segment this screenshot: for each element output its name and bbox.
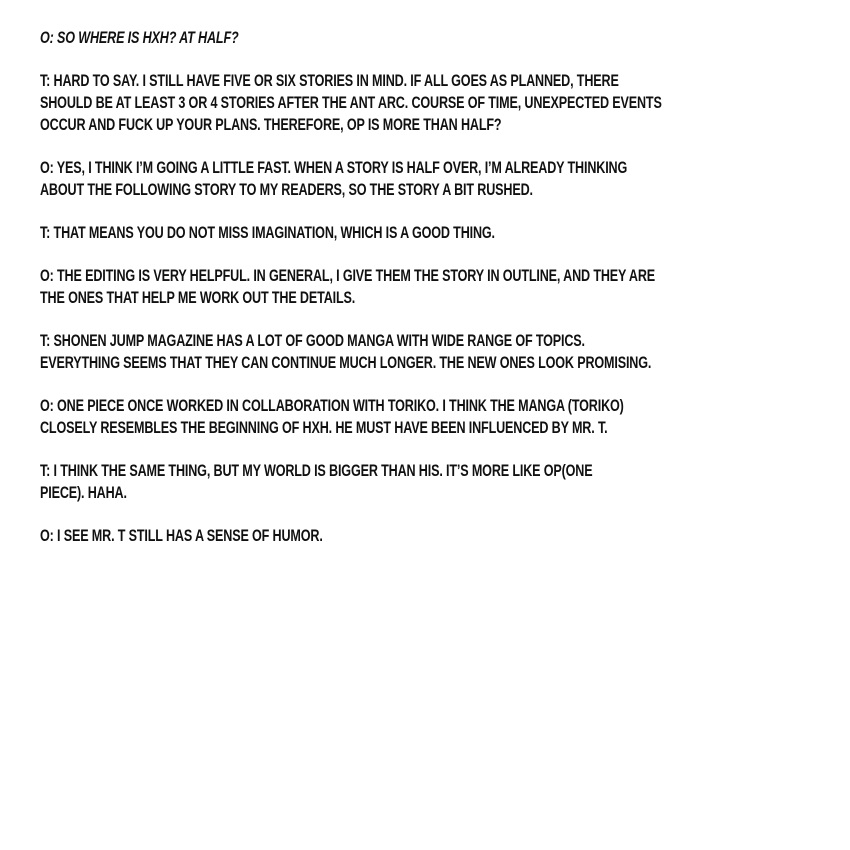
interview-paragraph [40, 70, 840, 136]
interview-paragraph [40, 222, 840, 244]
text-line: EVERYTHING SEEMS THAT THEY CAN CONTINUE MUCH LONGER. THE NEW ONES LOOK PROMISING. [40, 353, 652, 372]
interview-paragraph [40, 330, 840, 374]
text-line: PIECE). HAHA. [40, 483, 127, 502]
text-line: T: SHONEN JUMP MAGAZINE HAS A LOT OF GOOD MANGA WITH WIDE RANGE OF TOPICS. [40, 331, 585, 350]
text-line: O: SO WHERE IS HXH? AT HALF? [40, 28, 239, 47]
interview-paragraph [40, 525, 840, 547]
text-line: ABOUT THE FOLLOWING STORY TO MY READERS, SO THE STORY A BIT RUSHED. [40, 180, 533, 199]
interview-paragraph [40, 395, 840, 439]
text-line: O: ONE PIECE ONCE WORKED IN COLLABORATION WITH TORIKO. I THINK THE MANGA (TORIKO) [40, 396, 624, 415]
interview-paragraph [40, 27, 840, 49]
interview-paragraph [40, 157, 840, 201]
interview-paragraph [40, 460, 840, 504]
text-line: OCCUR AND FUCK UP YOUR PLANS. THEREFORE, OP IS MORE THAN HALF? [40, 115, 502, 134]
text-line: CLOSELY RESEMBLES THE BEGINNING OF HXH. HE MUST HAVE BEEN INFLUENCED BY MR. T. [40, 418, 608, 437]
interview-paragraph [40, 265, 840, 309]
text-line: O: THE EDITING IS VERY HELPFUL. IN GENERAL, I GIVE THEM THE STORY IN OUTLINE, AND THEY ARE [40, 266, 656, 285]
text-line: T: I THINK THE SAME THING, BUT MY WORLD IS BIGGER THAN HIS. IT’S MORE LIKE OP(ONE [40, 461, 593, 480]
text-line: O: I SEE MR. T STILL HAS A SENSE OF HUMOR. [40, 526, 323, 545]
text-line: T: HARD TO SAY. I STILL HAVE FIVE OR SIX STORIES IN MIND. IF ALL GOES AS PLANNED, THERE [40, 71, 619, 90]
text-line: T: THAT MEANS YOU DO NOT MISS IMAGINATION, WHICH IS A GOOD THING. [40, 223, 495, 242]
interview-transcript [40, 27, 840, 568]
text-line: THE ONES THAT HELP ME WORK OUT THE DETAILS. [40, 288, 356, 307]
text-line: SHOULD BE AT LEAST 3 OR 4 STORIES AFTER THE ANT ARC. COURSE OF TIME, UNEXPECTED EVENTS [40, 93, 662, 112]
text-line: O: YES, I THINK I’M GOING A LITTLE FAST. WHEN A STORY IS HALF OVER, I’M ALREADY THINKING [40, 158, 628, 177]
